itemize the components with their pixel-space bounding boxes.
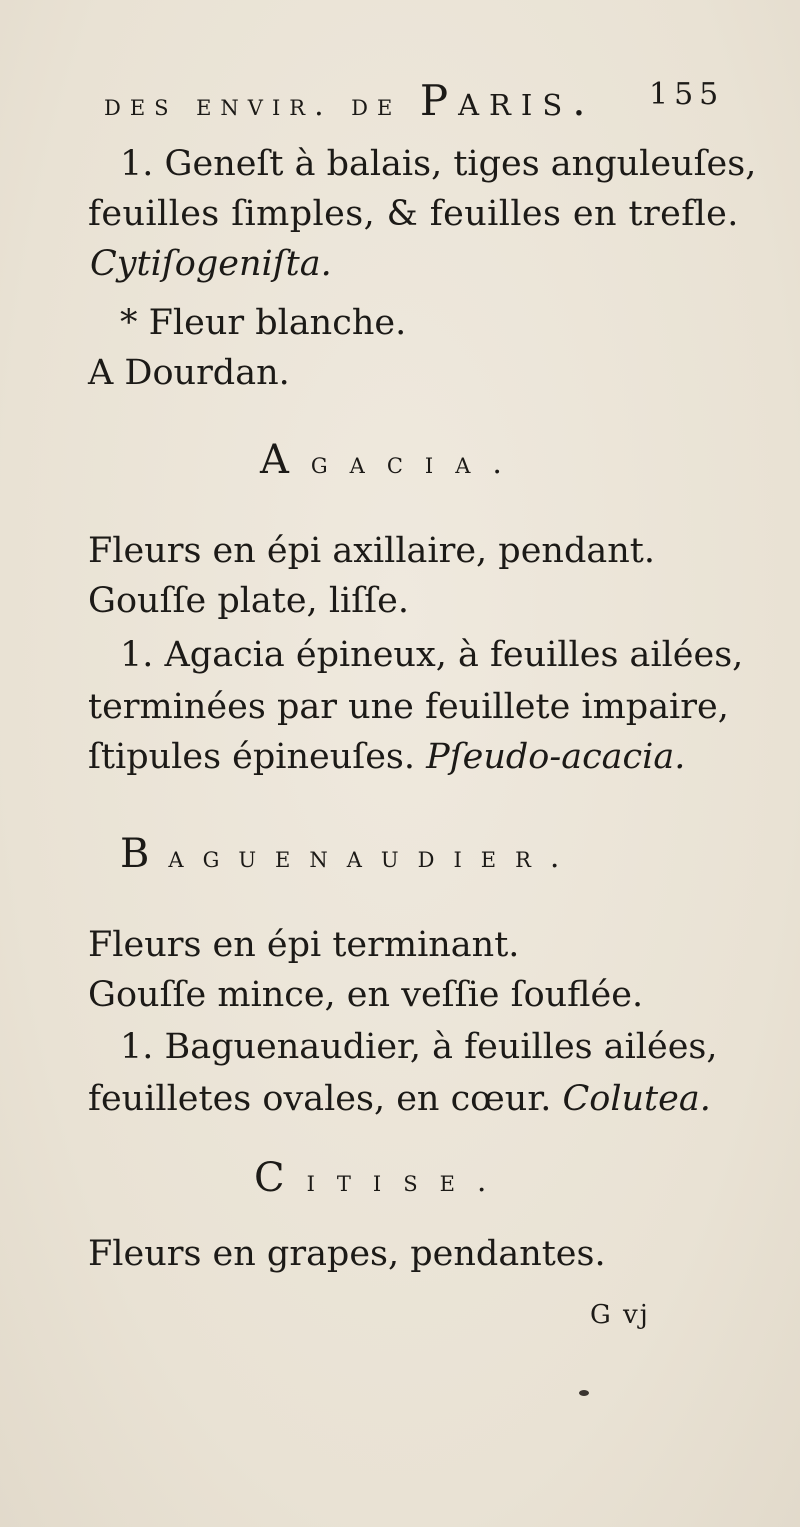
text-line-baguenaudier-1: Fleurs en épi terminant. [88,925,520,965]
text-line-dourdan: A Dourdan. [88,353,290,393]
section-heading-agacia-rest: gacia. [310,446,524,481]
text-line-agacia-5-text: ſtipules épineuſes. [88,737,427,777]
text-line-agacia-2: Gouſſe plate, liſſe. [88,581,409,621]
page-number: 155 [649,77,725,112]
running-head-paris: Paris. [419,76,596,125]
signature-mark: G vj [590,1300,650,1330]
latin-name-cytisogenista: Cytiſogeniſta. [90,244,332,284]
section-heading-citise-rest: itise. [306,1164,509,1199]
section-heading-baguenaudier-rest: aguenaudier. [168,840,579,875]
text-line-baguenaudier-3: 1. Baguenaudier, à feuilles ailées, [120,1027,718,1067]
text-line-agacia-5 [88,737,686,777]
running-head [104,76,725,125]
text-line-1: 1. Geneſt à balais, tiges anguleuſes, [120,144,757,184]
section-heading-citise [254,1155,509,1201]
text-line-citise-1: Fleurs en grapes, pendantes. [88,1234,606,1274]
text-line-baguenaudier-2: Gouſſe mince, en veſſie ſouflée. [88,975,644,1015]
ink-speck [579,1390,589,1396]
section-heading-citise-cap: C [254,1155,307,1201]
section-heading-agacia-cap: A [260,437,311,483]
text-line-baguenaudier-4 [88,1079,711,1119]
text-line-agacia-4: terminées par une feuillete impaire, [88,687,729,727]
text-line-agacia-1: Fleurs en épi axillaire, pendant. [88,531,655,571]
section-heading-baguenaudier [120,831,579,877]
text-line-agacia-3: 1. Agacia épineux, à feuilles ailées, [120,635,744,675]
latin-name-pseudo-acacia: Pſeudo-acacia. [426,737,686,777]
section-heading-agacia [260,437,524,483]
text-line-fleur-blanche: * Fleur blanche. [120,303,407,343]
section-heading-baguenaudier-cap: B [120,831,169,877]
text-line-baguenaudier-4-text: feuilletes ovales, en cœur. [88,1079,563,1119]
running-head-text: des envir. de [104,88,420,123]
latin-name-colutea: Colutea. [562,1079,711,1119]
text-line-2: feuilles ſimples, & feuilles en trefle. [88,194,739,234]
